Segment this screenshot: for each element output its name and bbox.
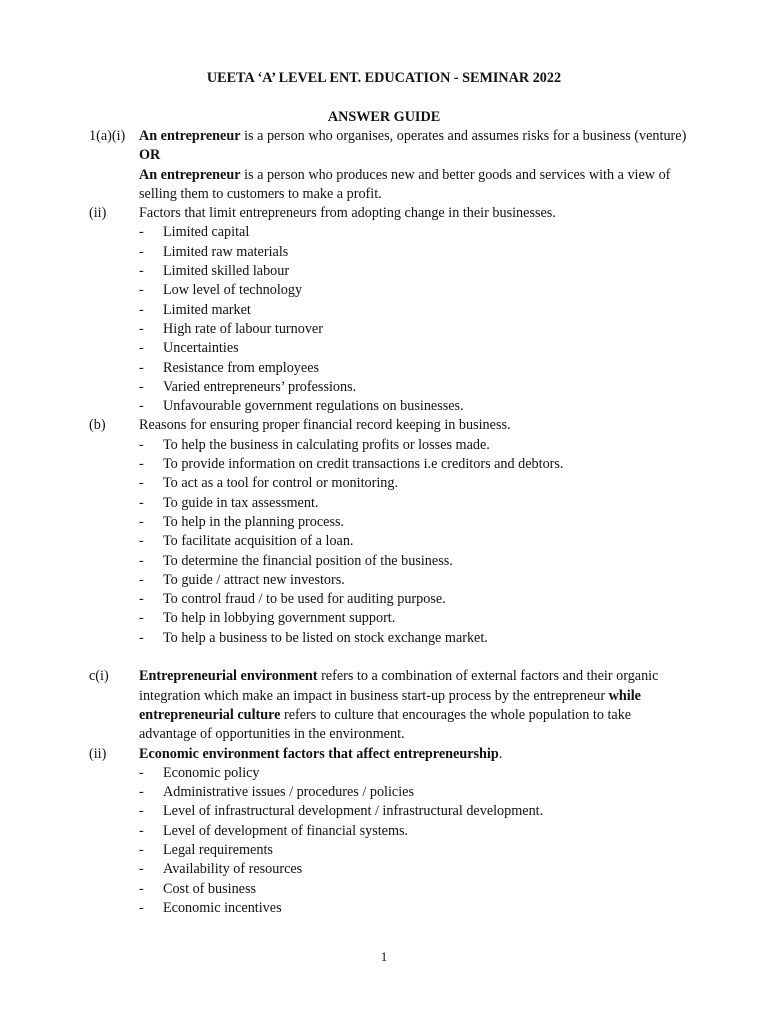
list-item-text: To help a business to be listed on stock exchange market. [163, 629, 488, 646]
list-item-text: Availability of resources [163, 861, 303, 878]
list-item [139, 223, 689, 242]
document-subtitle: ANSWER GUIDE [327, 109, 441, 125]
list-item-text: To facilitate acquisition of a loan. [163, 533, 354, 550]
question-1ai [89, 127, 689, 204]
list-item [139, 474, 689, 493]
bullet-dash: - [139, 378, 144, 395]
bullet-dash: - [139, 398, 144, 415]
bullet-dash: - [139, 841, 144, 858]
definition-2 [139, 166, 689, 205]
list-item [139, 899, 689, 918]
bullet-dash: - [139, 301, 144, 318]
list-item [139, 841, 689, 860]
list-item-text: To provide information on credit transactions i.e creditors and debtors. [163, 456, 564, 473]
bullet-dash: - [139, 803, 144, 820]
list-item [139, 494, 689, 513]
question-content [139, 745, 689, 919]
question-1b [89, 416, 689, 648]
bullet-dash: - [139, 880, 144, 897]
bullet-dash: - [139, 861, 144, 878]
page-number: 1 [380, 949, 388, 964]
list-item-text: Level of infrastructural development / infrastructural development. [163, 803, 544, 820]
list-item-text: Administrative issues / procedures / policies [163, 784, 414, 801]
question-1ci [89, 667, 689, 744]
list-item [139, 764, 689, 783]
question-content [139, 127, 689, 204]
question-content [139, 204, 689, 416]
list-item [139, 436, 689, 455]
definition-term: An entrepreneur [139, 128, 241, 144]
question-content [139, 416, 689, 648]
bullet-dash: - [139, 552, 144, 569]
list-item [139, 281, 689, 300]
question-heading: Economic environment factors that affect entrepreneurship. [139, 745, 503, 762]
list-item [139, 571, 689, 590]
list-item-text: Level of development of financial systems. [163, 822, 409, 839]
list-item-text: To act as a tool for control or monitoring. [163, 475, 399, 492]
reason-list [139, 436, 689, 648]
definition-paragraph: Entrepreneurial environment refers to a combination of external factors and their organic integration which make an impact in business start-up process by the entrepreneur while entrepreneurial culture refers to culture that encourages the whole population to take advantage of opportunities in the environment. [139, 668, 659, 743]
bullet-dash: - [139, 320, 144, 337]
list-item-text: High rate of labour turnover [163, 320, 323, 337]
factor-list [139, 223, 689, 416]
list-item [139, 590, 689, 609]
question-1cii [89, 745, 689, 919]
bullet-dash: - [139, 513, 144, 530]
bullet-dash: - [139, 610, 144, 627]
bullet-dash: - [139, 475, 144, 492]
list-item-text: To control fraud / to be used for auditing purpose. [163, 591, 446, 608]
list-item [139, 783, 689, 802]
question-label: (ii) [89, 205, 107, 222]
list-item [139, 339, 689, 358]
list-item-text: Economic policy [163, 764, 260, 781]
list-item [139, 243, 689, 262]
list-item-text: To help in the planning process. [163, 513, 345, 530]
list-item-text: Uncertainties [163, 340, 239, 357]
list-item [139, 378, 689, 397]
list-item [139, 880, 689, 899]
question-heading: Reasons for ensuring proper financial record keeping in business. [139, 417, 511, 434]
definition-1 [139, 127, 689, 146]
list-item-text: To guide / attract new investors. [163, 571, 345, 588]
bullet-dash: - [139, 784, 144, 801]
or-separator: OR [139, 147, 161, 164]
bold-term: Entrepreneurial environment [139, 668, 318, 685]
bold-term: while entrepreneurial culture [139, 687, 641, 723]
question-label: c(i) [89, 668, 109, 685]
list-item [139, 609, 689, 628]
bullet-dash: - [139, 822, 144, 839]
list-item [139, 822, 689, 841]
list-item [139, 532, 689, 551]
bullet-dash: - [139, 456, 144, 473]
list-item [139, 455, 689, 474]
economic-factor-list [139, 764, 689, 918]
bullet-dash: - [139, 340, 144, 357]
question-label: 1(a)(i) [89, 128, 126, 144]
question-content [139, 667, 689, 744]
bullet-dash: - [139, 282, 144, 299]
bullet-dash: - [139, 571, 144, 588]
list-item-text: To help in lobbying government support. [163, 610, 396, 627]
list-item [139, 629, 689, 648]
list-item [139, 262, 689, 281]
list-item-text: Limited capital [163, 224, 250, 241]
list-item [139, 397, 689, 416]
list-item-text: Low level of technology [163, 282, 303, 299]
list-item-text: Resistance from employees [163, 359, 320, 376]
list-item-text: Limited skilled labour [163, 263, 290, 280]
list-item [139, 320, 689, 339]
list-item-text: Unfavourable government regulations on businesses. [163, 398, 464, 415]
definition-text: is a person who organises, operates and assumes risks for a business (venture) [240, 128, 687, 144]
spacer [89, 648, 689, 667]
bullet-dash: - [139, 359, 144, 376]
question-heading: Factors that limit entrepreneurs from adopting change in their businesses. [139, 205, 556, 222]
list-item-text: To help the business in calculating profits or losses made. [163, 436, 490, 453]
list-item-text: Cost of business [163, 880, 257, 897]
document-title: UEETA ‘A’ LEVEL ENT. EDUCATION - SEMINAR 2022 [206, 70, 562, 86]
bullet-dash: - [139, 533, 144, 550]
bullet-dash: - [139, 243, 144, 260]
list-item [139, 359, 689, 378]
bullet-dash: - [139, 436, 144, 453]
answer-body [89, 127, 689, 918]
list-item-text: Limited market [163, 301, 251, 318]
definition-text: is a person who produces new and better goods and services with a view of selling them to customers to make a profit. [139, 166, 671, 202]
list-item-text: Varied entrepreneurs’ professions. [163, 378, 357, 395]
bullet-dash: - [139, 494, 144, 511]
list-item-text: To guide in tax assessment. [163, 494, 319, 511]
list-item [139, 860, 689, 879]
bullet-dash: - [139, 263, 144, 280]
question-1aii [89, 204, 689, 416]
bullet-dash: - [139, 629, 144, 646]
list-item-text: Legal requirements [163, 841, 273, 858]
bullet-dash: - [139, 899, 144, 916]
bullet-dash: - [139, 591, 144, 608]
list-item [139, 552, 689, 571]
list-item [139, 802, 689, 821]
question-label: (b) [89, 417, 106, 434]
list-item [139, 513, 689, 532]
question-label: (ii) [89, 745, 107, 762]
definition-term: An entrepreneur [139, 166, 241, 183]
list-item-text: Limited raw materials [163, 243, 289, 260]
list-item-text: To determine the financial position of the business. [163, 552, 453, 569]
list-item [139, 301, 689, 320]
bullet-dash: - [139, 224, 144, 241]
bullet-dash: - [139, 764, 144, 781]
list-item-text: Economic incentives [163, 899, 282, 916]
